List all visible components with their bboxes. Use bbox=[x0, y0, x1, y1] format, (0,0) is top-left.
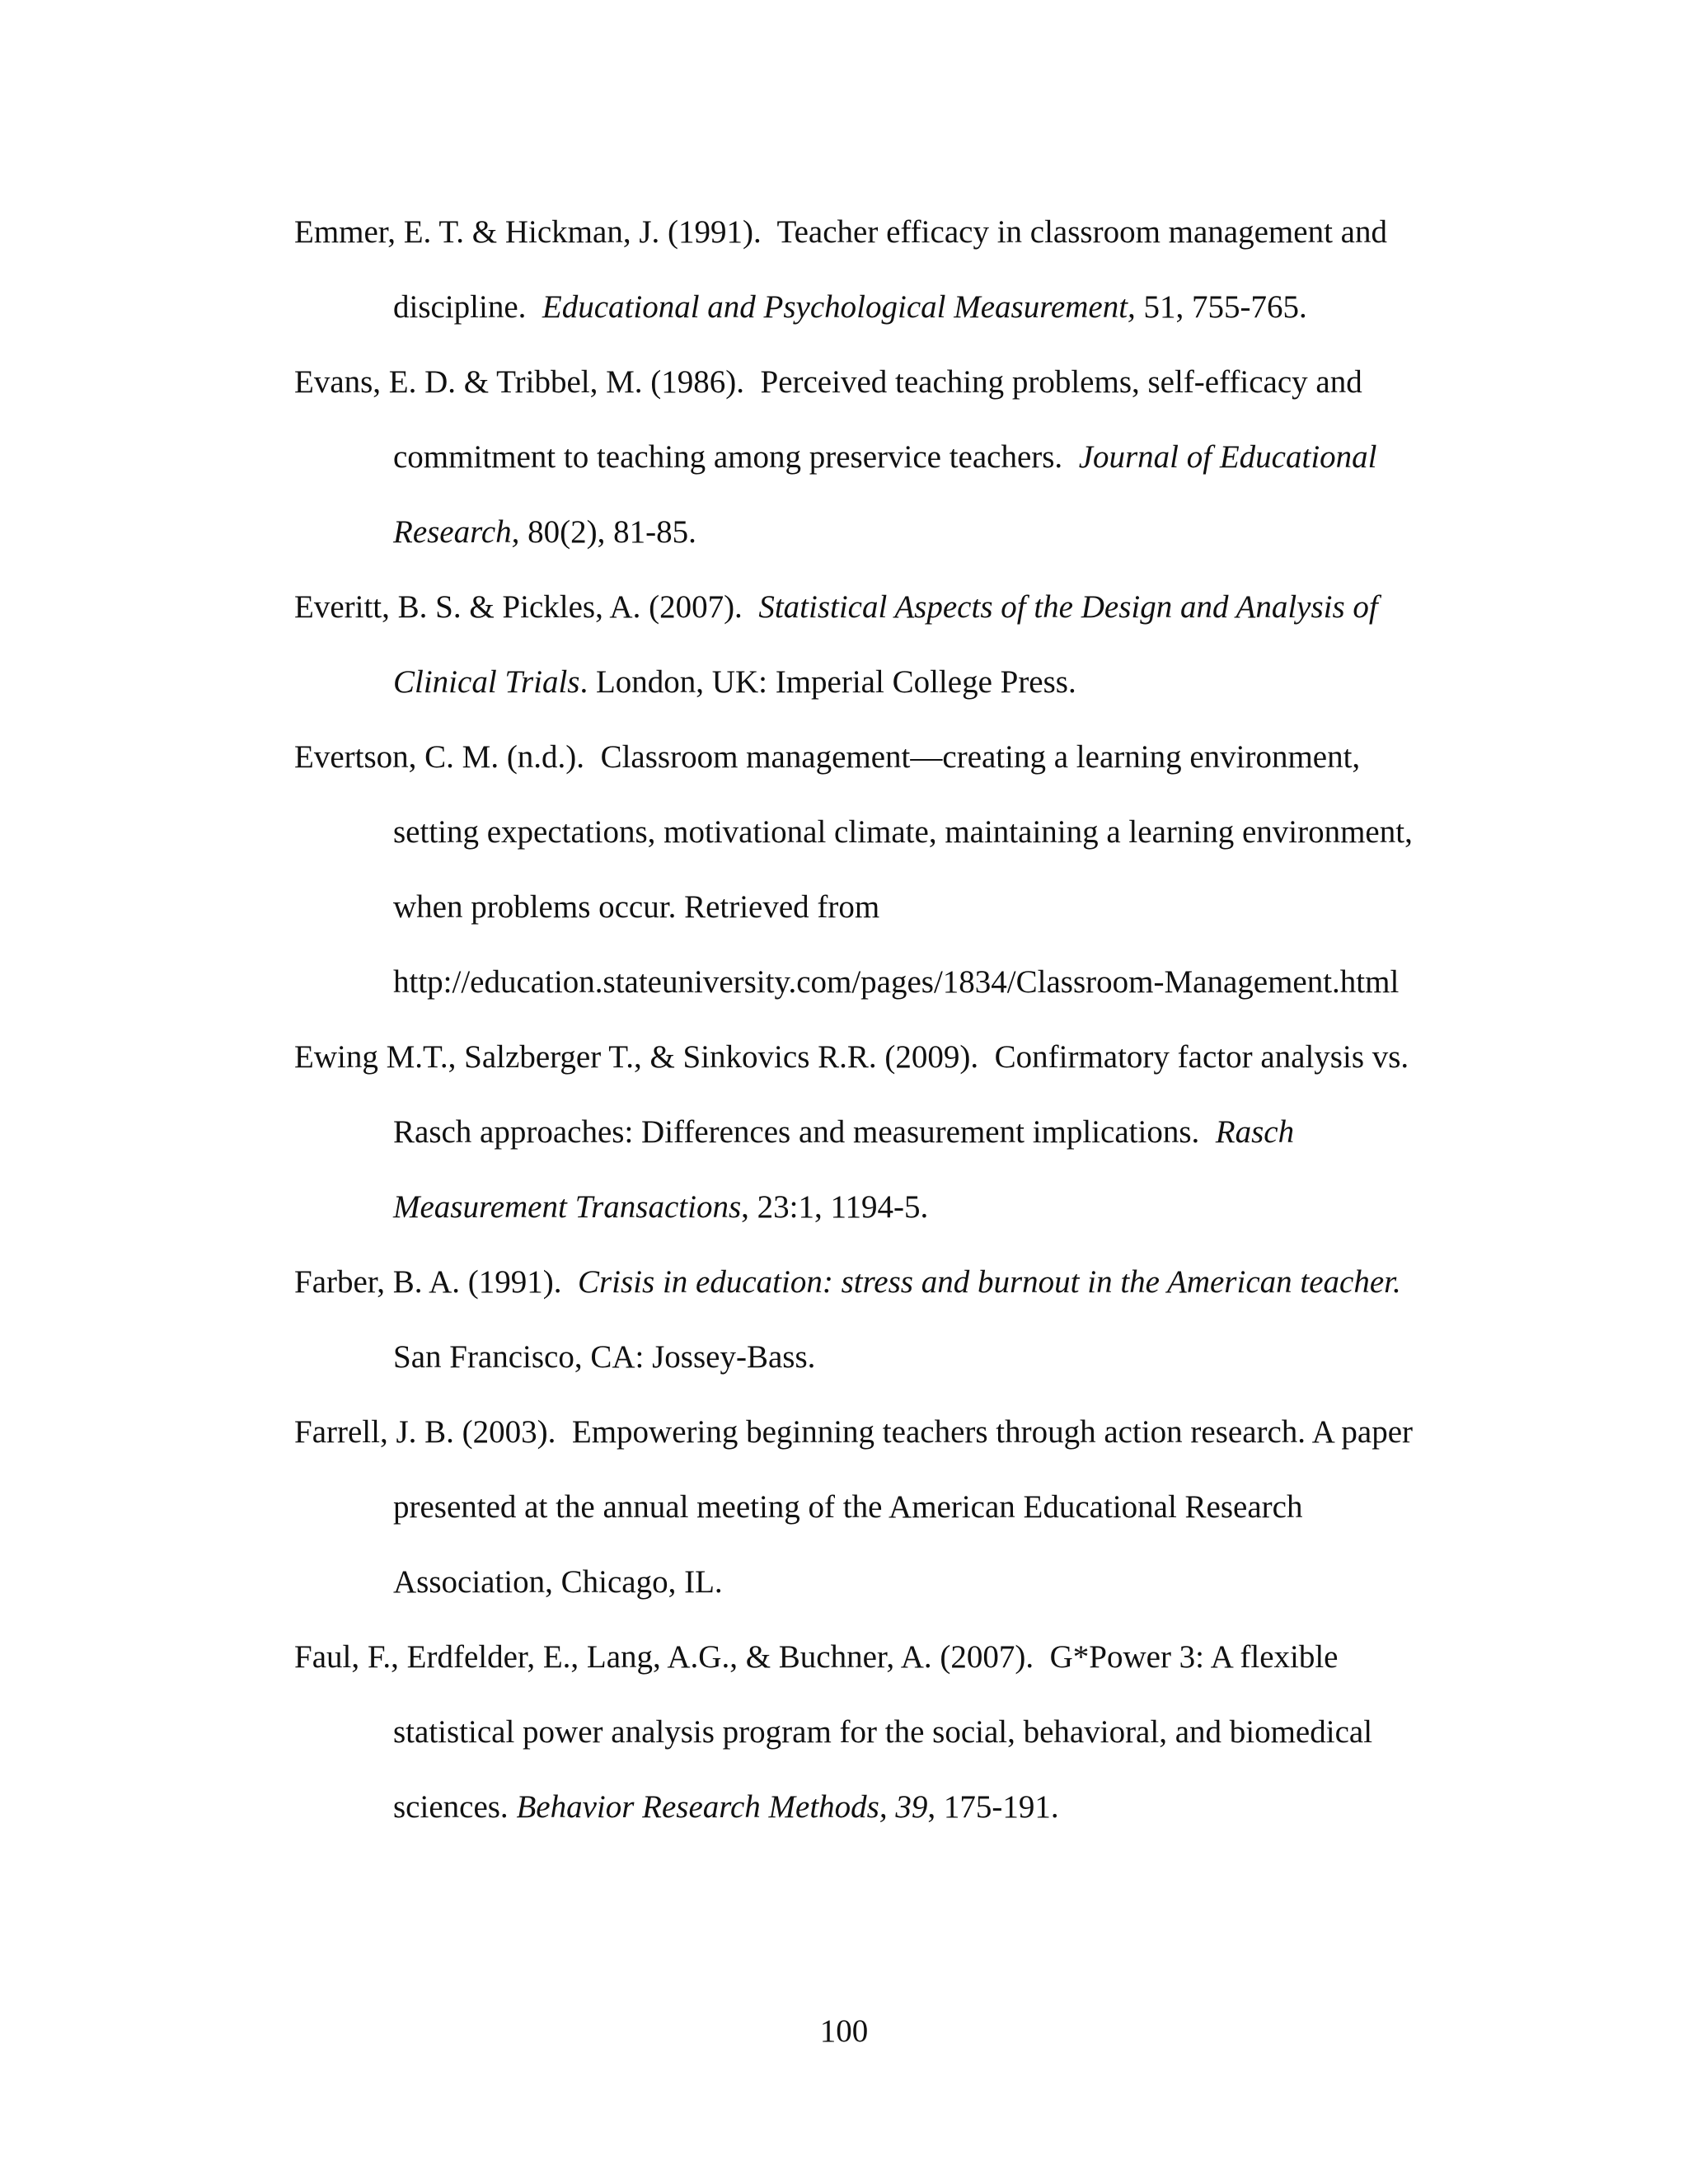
reference-title: G*Power 3: A flexible statistical power analysis program for the social, behavioral, and biomedical sciences. bbox=[393, 1639, 1373, 1825]
reference-item bbox=[294, 1394, 1448, 1619]
reference-authors: Ewing M.T., Salzberger T., & Sinkovics R.R. (2009). bbox=[294, 1039, 979, 1075]
reference-authors: Evertson, C. M. (n.d.). bbox=[294, 739, 585, 775]
page-number: 100 bbox=[819, 2013, 869, 2049]
reference-item bbox=[294, 344, 1448, 569]
reference-item bbox=[294, 1019, 1448, 1244]
reference-details: San Francisco, CA: Jossey-Bass. bbox=[393, 1339, 816, 1375]
reference-url: http://education.stateuniversity.com/pages/1834/Classroom-Management.html bbox=[393, 964, 1400, 1000]
reference-item bbox=[294, 194, 1448, 344]
reference-details: , 175-191. bbox=[927, 1789, 1059, 1825]
reference-source: Behavior Research Methods, 39 bbox=[516, 1789, 928, 1825]
reference-details: 80(2), 81-85. bbox=[528, 514, 696, 550]
reference-item bbox=[294, 1244, 1448, 1394]
reference-authors: Faul, F., Erdfelder, E., Lang, A.G., & Buchner, A. (2007). bbox=[294, 1639, 1034, 1675]
reference-details: , 23:1, 1194-5. bbox=[741, 1189, 929, 1225]
reference-title: Teacher efficacy in classroom management and discipline. bbox=[393, 214, 1387, 325]
reference-title: Crisis in education: stress and burnout in the American teacher. bbox=[577, 1264, 1401, 1300]
reference-details: . London, UK: Imperial College Press. bbox=[579, 664, 1076, 700]
reference-authors: Farber, B. A. (1991). bbox=[294, 1264, 562, 1300]
reference-item bbox=[294, 569, 1448, 719]
reference-source: Rasch Measurement Transactions bbox=[393, 1114, 1295, 1225]
reference-title: Statistical Aspects of the Design and Analysis of Clinical Trials bbox=[393, 589, 1378, 700]
reference-item bbox=[294, 719, 1448, 1019]
reference-title: Confirmatory factor analysis vs. Rasch approaches: Differences and measurement implications. bbox=[393, 1039, 1409, 1150]
reference-authors: Emmer, E. T. & Hickman, J. (1991). bbox=[294, 214, 762, 250]
reference-details: 51, 755-765. bbox=[1143, 289, 1307, 325]
reference-source: Educational and Psychological Measurement, bbox=[542, 289, 1136, 325]
reference-source: Journal of Educational Research, bbox=[393, 439, 1377, 550]
reference-authors: Farrell, J. B. (2003). bbox=[294, 1414, 556, 1450]
reference-title: Classroom management—creating a learning environment, setting expectations, motivational climate, maintaining a learning environment, when problems occur. Retrieved from bbox=[393, 739, 1413, 925]
reference-title: Perceived teaching problems, self-efficacy and commitment to teaching among preservice teachers. bbox=[393, 364, 1362, 475]
reference-authors: Evans, E. D. & Tribbel, M. (1986). bbox=[294, 364, 744, 400]
reference-title: Empowering beginning teachers through action research. A paper presented at the annual meeting of the American Educational Research Association, Chicago, IL. bbox=[393, 1414, 1414, 1600]
reference-authors: Everitt, B. S. & Pickles, A. (2007). bbox=[294, 589, 743, 625]
reference-list bbox=[294, 194, 1448, 1844]
reference-item bbox=[294, 1619, 1448, 1844]
